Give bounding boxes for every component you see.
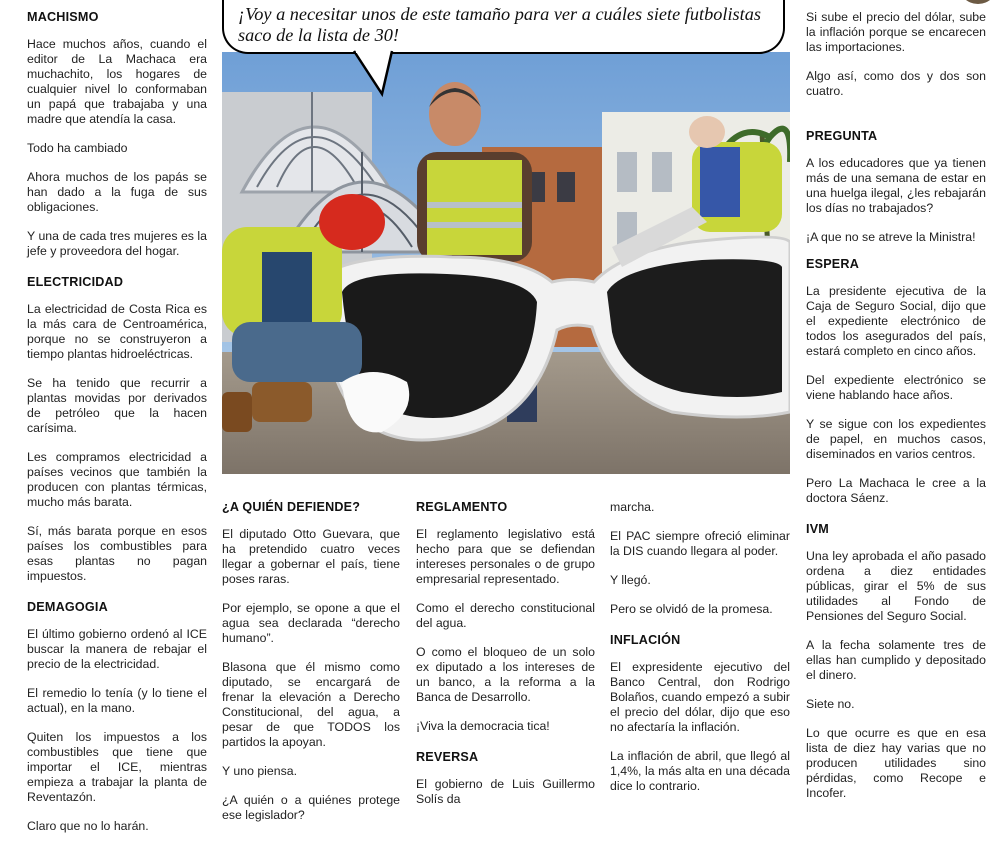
coin-graphic: [958, 0, 998, 4]
paragraph: Si sube el precio del dólar, sube la inflación porque se encarecen las importaciones.: [806, 10, 986, 54]
paragraph: Lo que ocurre es que en esa lista de diez hay varias que no producen utilidades sino pérdidas, como Recope e Incofer.: [806, 726, 986, 800]
paragraph: Les compramos electricidad a países vecinos que también la producen con plantas térmicas, mucho más barata.: [27, 450, 207, 509]
paragraph: Claro que no lo harán.: [27, 819, 149, 833]
paragraph: Una ley aprobada el año pasado ordena a diez entidades públicas, girar el 5% de sus utilidades al Fondo de Pensiones del Seguro Social.: [806, 549, 986, 623]
paragraph: ¡Viva la democracia tica!: [416, 719, 550, 733]
heading-inflacion: INFLACIÓN: [610, 633, 681, 647]
paragraph: Y uno piensa.: [222, 764, 297, 778]
paragraph: El reglamento legislativo está hecho para que se defiendan intereses personales o de grupo empresarial representado.: [416, 527, 595, 586]
paragraph: Pero La Machaca le cree a la doctora Sáenz.: [806, 476, 986, 505]
paragraph: Siete no.: [806, 697, 855, 711]
paragraph: Como el derecho constitucional del agua.: [416, 601, 595, 630]
paragraph: Ahora muchos de los papás se han dado a la fuga de sus obligaciones.: [27, 170, 207, 214]
heading-ivm: IVM: [806, 522, 829, 536]
paragraph: Sí, más barata porque en esos países los combustibles para esas plantas no pagan impuestos.: [27, 524, 207, 583]
paragraph: La inflación de abril, que llegó al 1,4%, la más alta en una década dice lo contrario.: [610, 749, 790, 793]
heading-reversa: REVERSA: [416, 750, 479, 764]
paragraph: Pero se olvidó de la promesa.: [610, 602, 773, 616]
paragraph: A los educadores que ya tienen más de una semana de estar en una huelga ilegal, ¿les rebajarán los días no trabajados?: [806, 156, 986, 215]
heading-machismo: MACHISMO: [27, 10, 99, 24]
paragraph: Todo ha cambiado: [27, 141, 128, 155]
paragraph: Y llegó.: [610, 573, 651, 587]
heading-pregunta: PREGUNTA: [806, 129, 878, 143]
paragraph: El remedio lo tenía (y lo tiene el actual), en la mano.: [27, 686, 207, 715]
paragraph: O como el bloqueo de un solo ex diputado a los intereses de un banco, a la reforma a la Banca de Desarrollo.: [416, 645, 595, 704]
column-2: [222, 500, 400, 837]
paragraph: marcha.: [610, 500, 655, 514]
paragraph: Quiten los impuestos a los combustibles que tiene que importar el ICE, mientras empieza a trabajar la planta de Reventazón.: [27, 730, 207, 804]
paragraph: El expresidente ejecutivo del Banco Central, don Rodrigo Bolaños, cuando empezó a subir el precio del dólar, dijo que eso no afectaría la inflación.: [610, 660, 790, 734]
paragraph: Hace muchos años, cuando el editor de La Machaca era muchachito, los hogares de cualquier nivel lo conformaban un papá que trabajaba y una madre que atendía la casa.: [27, 37, 207, 126]
paragraph: ¡A que no se atreve la Ministra!: [806, 230, 976, 244]
paragraph: La presidente ejecutiva de la Caja de Seguro Social, dijo que el expediente electrónico de todos los asegurados del país, estará completo en cinco años.: [806, 284, 986, 358]
paragraph: El PAC siempre ofreció eliminar la DIS cuando llegara al poder.: [610, 529, 790, 558]
heading-electricidad: ELECTRICIDAD: [27, 275, 124, 289]
heading-reglamento: REGLAMENTO: [416, 500, 508, 514]
paragraph: La electricidad de Costa Rica es la más cara de Centroamérica, porque no se construyeron a tiempo plantas hidroeléctricas.: [27, 302, 207, 361]
heading-demagogia: DEMAGOGIA: [27, 600, 108, 614]
paragraph: Blasona que él mismo como diputado, se encargará de frenar la elevación a Derecho Constitucional, del agua, a pesar de que TODOS los partidos la apoyan.: [222, 660, 400, 749]
column-4: [610, 500, 790, 808]
paragraph: A la fecha solamente tres de ellas han cumplido y depositado el dinero.: [806, 638, 986, 682]
speech-bubble: [222, 0, 785, 54]
column-5: [806, 10, 986, 815]
paragraph: Del expediente electrónico se viene hablando hace años.: [806, 373, 986, 402]
paragraph: Algo así, como dos y dos son cuatro.: [806, 69, 986, 98]
paragraph: El último gobierno ordenó al ICE buscar la manera de rebajar el precio de la electricidad.: [27, 627, 207, 671]
speech-bubble-text: ¡Voy a necesitar unos de este tamaño para ver a cuáles siete futbolistas saco de la lista de 30!: [238, 4, 761, 45]
paragraph: Y una de cada tres mujeres es la jefe y proveedora del hogar.: [27, 229, 207, 258]
paragraph: Y se sigue con los expedientes de papel, en muchos casos, diseminados en varios centros.: [806, 417, 986, 461]
paragraph: ¿A quién o a quiénes protege ese legislador?: [222, 793, 400, 822]
column-1: [27, 10, 207, 848]
paragraph: Por ejemplo, se opone a que el agua sea declarada “derecho humano”.: [222, 601, 400, 645]
workers-giant-sunglasses-illustration: [222, 52, 790, 474]
paragraph: Se ha tenido que recurrir a plantas movidas por derivados de petróleo que la hacen carísima.: [27, 376, 207, 435]
paragraph: El diputado Otto Guevara, que ha pretendido cuatro veces llegar a gobernar el país, tiene poses raras.: [222, 527, 400, 586]
speech-bubble-tail: [352, 50, 412, 100]
news-photo: [222, 52, 790, 474]
heading-a-quien-defiende: ¿A QUIÉN DEFIENDE?: [222, 500, 361, 514]
heading-espera: ESPERA: [806, 257, 859, 271]
column-3: [416, 500, 595, 821]
paragraph: El gobierno de Luis Guillermo Solís da: [416, 777, 595, 806]
